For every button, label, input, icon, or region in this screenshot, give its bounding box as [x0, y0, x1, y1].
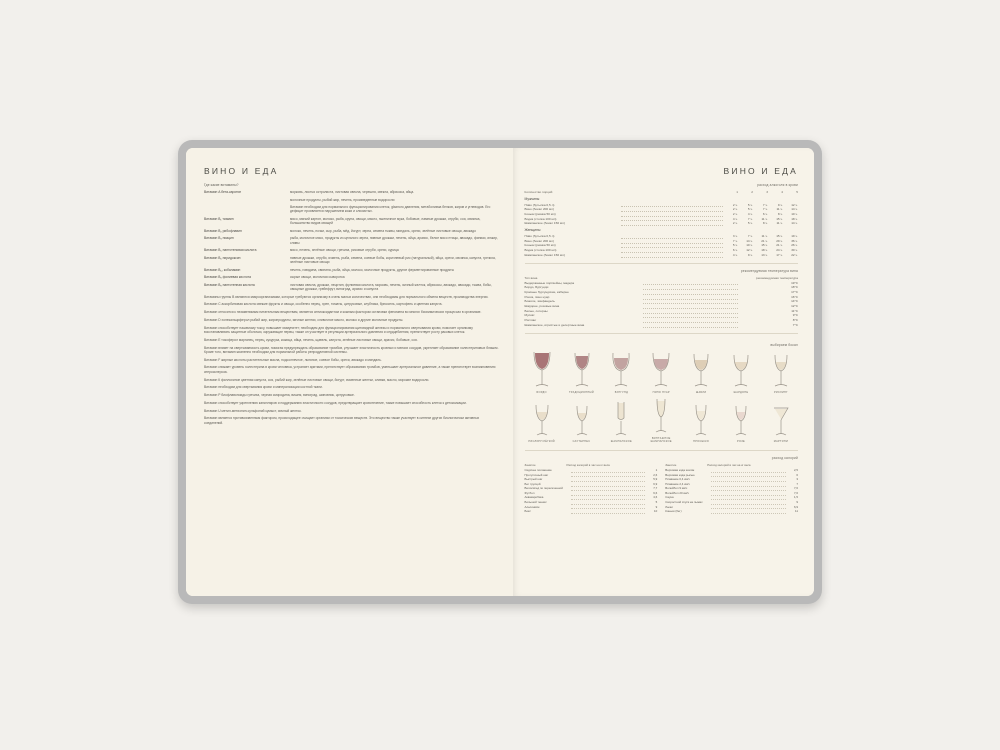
table-row: Быстрый шаг 5,9 [524, 477, 658, 482]
alcohol-table-women [525, 234, 798, 258]
group-women: Женщины [524, 228, 541, 233]
alcohol-table [525, 190, 798, 195]
paragraph: Витамин является противоязвенным фактором, происходящее очищает организм от токсических веществ. Это вещество также участвует в синтезе других биологически активных соединений. [204, 416, 480, 425]
temperature-table [525, 276, 798, 328]
glass-champagne [604, 399, 638, 443]
glass-prosecco [684, 399, 718, 443]
table-row: Футбол 6,6 [524, 490, 658, 495]
vitamin-row [204, 198, 499, 202]
vitamin-desc: мясо, мягкий картон, молоко, рыба, крупа, овощи, масло, пшеничное мука, бобовые, ламные дрожжи, отруби, соя, овсянка, большинство видов овощей [290, 216, 481, 226]
alcohol-panel-header: расход алкоголя в крови [757, 183, 798, 187]
vitamin-row [204, 248, 499, 252]
glass-label: ШАРДОНЕ [733, 390, 749, 394]
paragraph: Витамин необходим для свертывания крови и минерализации костной ткани. [204, 385, 323, 390]
group-men: Мужчины [524, 196, 540, 201]
vitamin-desc: листовая свекла, дрожжи, лецитин, фулиевая кислота, морковь, печень, яичный желток, абрикосы, авокадо, авокадо, тыква, бобы, овощные дрожжи, грейпфрут, виноград, арахис и капуста [290, 282, 492, 292]
col-2: 2 [751, 190, 753, 195]
vitamin-term: Витамин B₉ фолиевая кислота [204, 275, 251, 280]
table-row: Мускат 9°C [524, 313, 798, 318]
vitamin-term: Витамин B₉ пантотенная кислота [204, 282, 255, 287]
glass-traditional [564, 350, 598, 394]
table-row: Плавание 2,4 км/ч 7 [665, 481, 798, 486]
wine-glass-icon [569, 350, 595, 390]
left-page-subtitle: Где какие витамины? [204, 183, 239, 187]
vitamin-desc: сырые овощи, молочная сыворотка [290, 275, 345, 280]
table-row: Скоростной спуск на лыжах 9 [665, 500, 798, 505]
glass-label: МАРТИНИ [773, 439, 789, 443]
right-page-title: ВИНО И ЕДА [723, 166, 798, 176]
glass-bordeaux [525, 350, 559, 394]
table-row: Велосипед по пересеченной 7,7 [524, 486, 658, 491]
col-5: 5 [796, 190, 798, 195]
paragraph: Витамины группы B являются микроорганизмами, которые требуются организму в очень малых количествах, они необходимы для нормального обмена веществ, производства энергии. [204, 294, 489, 299]
glass-riesling [764, 350, 798, 394]
glassware-panel-header: выбираем бокал [770, 342, 798, 347]
paragraph: Витамин C аскорбиновая кислота свежие фрукты и овощи, особенно перец, хрен, томаты, цитрусовые, клубника, брюссель, картофель и цветная капуста. [204, 302, 443, 307]
drink-label: Пиво (бутылка 0,5 л) [524, 233, 555, 238]
paragraph: Витамин относится к незаменимым питательным веществам, является антиоксидантом и кожным фактором остановки феномена во многих биохимических процессах в организме. [204, 310, 482, 315]
vitamin-desc: пивные дрожжи, отруби, ячмень, рыба, семена, соевые бобы, коричневый рис (натуральный), яйца, орехи, овсянка, капуста, гречиха, зелёные листовые овощи [290, 255, 496, 265]
table-row: Водка (стопка 100 мл) 4 ч. 7 ч. 11 ч. 15 ч. 18 ч. [524, 216, 798, 221]
glass-vintage-champagne [644, 396, 678, 443]
table-row: Бег трусцой 6,9 [524, 481, 658, 486]
wine-glass-icon [569, 399, 595, 439]
wine-glass-icon [608, 350, 634, 390]
glass-riesling-light [525, 399, 559, 443]
alcohol-table-men [525, 202, 798, 226]
drink-label: Пиво (бутылка 0,5 л) [524, 202, 555, 207]
table-row: Большой теннис 5 [524, 500, 658, 505]
glassware-panel [525, 339, 798, 451]
alcohol-col-label: Количество порций [524, 190, 553, 195]
vitamin-row [204, 283, 499, 292]
calorie-col-activity: Занятие [665, 462, 677, 467]
wine-glass-icon [688, 399, 714, 439]
paragraph: Витамин К филлохинон цветная капуста, соя, рыбий жир, зелёные листовые овощи, йогурт, ячменные желтки, сливки, масло, морские водоросли. [204, 377, 430, 382]
glass-label: РИСЛИНГ/ЛЁГКИЙ [528, 439, 555, 443]
drink-label: Вино (бокал 200 мл) [524, 238, 554, 243]
glass-label: РОЗЕ [737, 439, 745, 443]
temperature-panel-header: рекомендуемая температура вина [740, 268, 798, 273]
table-row: Лыжи 6,9 [665, 504, 798, 509]
vitamin-term [204, 198, 290, 202]
calorie-col-activity: Занятие [524, 462, 536, 467]
col-1: 1 [736, 190, 738, 195]
vitamin-desc: печень, говядина, свинина, рыба, яйца, молоко, молочные продукты, другие ферментированные продукты [290, 267, 455, 272]
vitamin-row [204, 268, 499, 272]
table-row: Вино (бокал 200 мл) 7 ч. 14 ч. 21 ч. 29 ч. 36 ч. [524, 238, 798, 243]
table-row: Выдержанные портвейны, мадера 19°C [524, 280, 798, 285]
wine-glass-icon [768, 350, 794, 390]
table-row: Коньяк (рюмка 50 мл) 5 ч. 10 ч. 15 ч. 21 ч. 26 ч. [524, 243, 798, 248]
calorie-col-rate: Расход калорий в час на кг веса [566, 462, 610, 467]
vitamin-term: Витамин B₂ рибофлавин [204, 228, 242, 233]
drink-label: Водка (стопка 100 мл) [524, 216, 557, 221]
table-row: Альпинизм 9 [524, 504, 658, 509]
glass-label: БУРГУНД [614, 390, 629, 394]
table-row: Коньки (бег) 11 [665, 509, 798, 514]
wine-glass-icon [529, 399, 555, 439]
vitamin-term: Витамин B₅ пантотеновая кислота [204, 248, 257, 253]
alcohol-metabolism-panel [525, 183, 798, 264]
table-row: Сауна 1,5 [665, 495, 798, 500]
wine-glass-icon [728, 350, 754, 390]
vitamin-term: Витамин B₃ ниацин [204, 236, 234, 241]
right-page [513, 148, 814, 596]
table-row: Волейбол 9 км/ч 7,6 [665, 486, 798, 491]
glass-label: БОРДО [536, 390, 547, 394]
temp-col-header: рекомендуемая температура [756, 275, 798, 280]
paragraph: Витамин способствует нашемому токсу, повышает иммунитет; необходим для функционирования щитовидной железы и нормального свертывания крови, помогает организму восстанавливать защитные оболочки, окружающие нервы, также он участвует в регуляции артериального давления и сердцебиения, препятствует росту раковых клеток. [204, 325, 473, 334]
table-row: Божоле, зинфандель 14°C [524, 299, 798, 304]
table-row: Бокс 10 [524, 509, 658, 514]
vitamin-desc: рыба, молочное мясо, продукты из цельного зерна, пивные дрожжи, печень, яйца, арахис, белое мясо птицы, авокадо, финики, инжир, сливы [290, 236, 498, 245]
table-row: Риоха, пино нуар 16°C [524, 294, 798, 299]
vitamin-desc: молочные продукты, рыбий жир, печень, произведенные водоросли [290, 197, 395, 202]
table-row: Красные бургундские, каберне 17°C [524, 289, 798, 294]
paragraph: Витамин E токоферол марганец, перец, кукуруза, кожица, яйца, печень, щавель, капуста, зелёные листовые овощи, арахис, бобовые, соя. [204, 337, 418, 342]
table-row: Сидячее положение 1 [524, 467, 658, 472]
table-header-row [525, 190, 798, 195]
calorie-panel [525, 456, 798, 519]
vitamin-row [204, 229, 499, 233]
glass-burgundy [604, 350, 638, 394]
vitamin-row [204, 236, 499, 245]
glass-martini [764, 399, 798, 443]
glass-label: ПРОСЕККО [693, 439, 710, 443]
paragraph: Витамин способствует укреплению капилляров и поддержанию эластичности сосудов, предотвращает кровотечение, также повышает способность клеток к детоксикации. [204, 400, 467, 405]
col-3: 3 [766, 190, 768, 195]
vitamin-row [204, 275, 499, 279]
glass-chardonnay [724, 350, 758, 394]
drink-label: Вино (бокал 200 мл) [524, 207, 554, 212]
vitamin-desc: Витамин необходим для нормального функционирования клеток, głазного давления, метаболизма белков, жиров и углеводов. Его дефицит проявляется нарушением кожи и слизистых. [290, 205, 491, 214]
table-row: Верховая езда шагом 2,5 [665, 467, 798, 472]
notebook-cover [178, 140, 822, 604]
glass-sauternes [564, 399, 598, 443]
drink-label: Шампанское (бокал 150 мл) [524, 252, 565, 257]
table-row: Рислинг 8°C [524, 318, 798, 323]
wine-glass-icon [648, 350, 674, 390]
vitamin-term: Витамин B₁ тиамин [204, 216, 234, 221]
vitamin-term: Витамин B₁₂ кобаламин [204, 267, 241, 272]
table-row: Волейбол 20 км/ч 7,6 [665, 490, 798, 495]
table-row: Белые, сотерны 11°C [524, 308, 798, 313]
table-row: Верховая езда рысью 6 [665, 472, 798, 477]
paragraph: Витамин D холекальциферол рыбий жир, жиропродукты, яичные желтки, сливочное масло, молоко и другие молочные продукты. [204, 317, 404, 322]
vitamin-row [204, 190, 499, 194]
drink-label: Коньяк (рюмка 50 мл) [524, 211, 556, 216]
calorie-col-rate: Расход калорий в час на кг веса [707, 462, 751, 467]
table-row: Шампанское, игристые и десертные вина 7°C [524, 322, 798, 327]
vitamin-paragraphs [204, 295, 499, 426]
wine-glass-icon [728, 399, 754, 439]
vitamin-term [204, 205, 290, 214]
table-row: Шампанское (бокал 150 мл) 2 ч. 5 ч. 8 ч. 11 ч. 14 ч. [524, 221, 798, 226]
glass-label: РИСЛИНГ [773, 390, 788, 394]
table-row: Плавание 0,4 км/ч 3 [665, 477, 798, 482]
drink-label: Водка (стопка 100 мл) [524, 248, 557, 253]
glass-label: САУТЕРНЕС [572, 439, 591, 443]
martini-glass-icon [768, 399, 794, 439]
calorie-header-row [665, 463, 798, 467]
glass-row-2 [525, 396, 798, 443]
col-4: 4 [781, 190, 783, 195]
glass-label: ТРАДИЦИОННЫЙ [568, 390, 595, 394]
wine-type-col: Тип вина [524, 275, 538, 280]
vitamin-desc: мясо, печень, зелёные овощи, гречиха, рисовые отруби, орехи, курица [290, 248, 399, 253]
champagne-flute-icon [608, 399, 634, 439]
table-row: Водка (стопка 100 мл) 6 ч. 12 ч. 18 ч. 24 ч. 30 ч. [524, 248, 798, 253]
vitamin-row [204, 256, 499, 265]
vitamin-desc: морковь, листья остролиста, листовая свекла, черешня, свекла, абрикоса, яйца. [290, 190, 415, 194]
vitamin-term: Витамин A бета-каротин [204, 190, 242, 194]
table-row: Пиво (бутылка 0,5 л) 3 ч. 7 ч. 11 ч. 15 ч. 19 ч. [524, 233, 798, 238]
table-row: Аквааэробика 4,6 [524, 495, 658, 500]
vitamin-desc: молоко, печень, почки, сыр, рыба, мёд, йогурт, зерна, семена тыквы, миндаль, орехи, зелёные листовые овощи, авокадо [290, 228, 476, 233]
paragraph: Витамин влияет на свертываемость крови, помогая предупреждать образование тромбов, улучшает эластичность кровных и мелких сосудов, укрепляет образование холестериновых бляшек. Кроме того, витамин жизненно необходим для нормальной работы репродуктивной системы. [204, 345, 499, 354]
table-row: Пиво (бутылка 0,5 л) 2 ч. 5 ч. 7 ч. 9 ч. 12 ч. [524, 202, 798, 207]
calorie-column-left [525, 463, 658, 514]
left-page-title: ВИНО И ЕДА [204, 166, 279, 176]
left-page [186, 148, 513, 596]
wine-glass-icon [529, 350, 555, 390]
glass-label: ШАМПАНСКОЕ [610, 439, 632, 443]
drink-label: Шампанское (бокал 150 мл) [524, 221, 565, 226]
vitamin-term: Витамин B₆ пиридоксин [204, 255, 241, 260]
paragraph: Витамин U метил-метионин-сульфоний кумыст, яичный желток. [204, 408, 302, 413]
table-row: Бордо, Бургунди 18°C [524, 285, 798, 290]
calorie-column-right [665, 463, 798, 514]
table-row: Шардоне, розовые вина 12°C [524, 304, 798, 309]
glass-label: ПИНО НУАР [652, 390, 670, 394]
vitamin-row [204, 205, 499, 214]
calorie-panel-header: расход калорий [771, 455, 798, 460]
champagne-flute-icon [648, 396, 674, 436]
glass-chablis [684, 350, 718, 394]
drink-label: Коньяк (рюмка 50 мл) [524, 243, 556, 248]
table-row: Коньяк (рюмка 50 мл) 2 ч. 4 ч. 6 ч. 8 ч. 10 ч. [524, 211, 798, 216]
glass-rose [724, 399, 758, 443]
glass-label: ШАБЛИ [695, 390, 707, 394]
glass-row-1 [525, 350, 798, 394]
notebook-spread [186, 148, 814, 596]
wine-glass-icon [688, 350, 714, 390]
table-row: Шампанское (бокал 150 мл) 4 ч. 9 ч. 13 ч. 17 ч. 22 ч. [524, 252, 798, 257]
vitamin-list [204, 190, 499, 291]
vitamin-row [204, 217, 499, 226]
paragraph: Витамин P биофлавоноиды гречиха, черная смородина, вишня, виноград, шиповник, цитрусовые. [204, 393, 355, 398]
glass-label: ВИНТАЖНОЕ ШАМПАНСКОЕ [650, 436, 672, 443]
glass-pinot-noir [644, 350, 678, 394]
table-row: Прогулочный шаг 2,6 [524, 472, 658, 477]
calorie-header-row [525, 463, 658, 467]
table-row: Вино (бокал 200 мл) 2 ч. 5 ч. 7 ч. 11 ч. 14 ч. [524, 207, 798, 212]
paragraph: Витамин снижает уровень холестерина в крови человека, устраняет аритмии, препятствует образованию тромбов, уменьшает артериальное давление, а также препятствует возникновению атеросклероза. [204, 365, 496, 374]
serving-temperature-panel [525, 269, 798, 334]
paragraph: Витамин F жирные кислоты растительные масла, подсолнечное, льняное, соевое бобы, орехи, авокадо и миндаль. [204, 357, 382, 362]
